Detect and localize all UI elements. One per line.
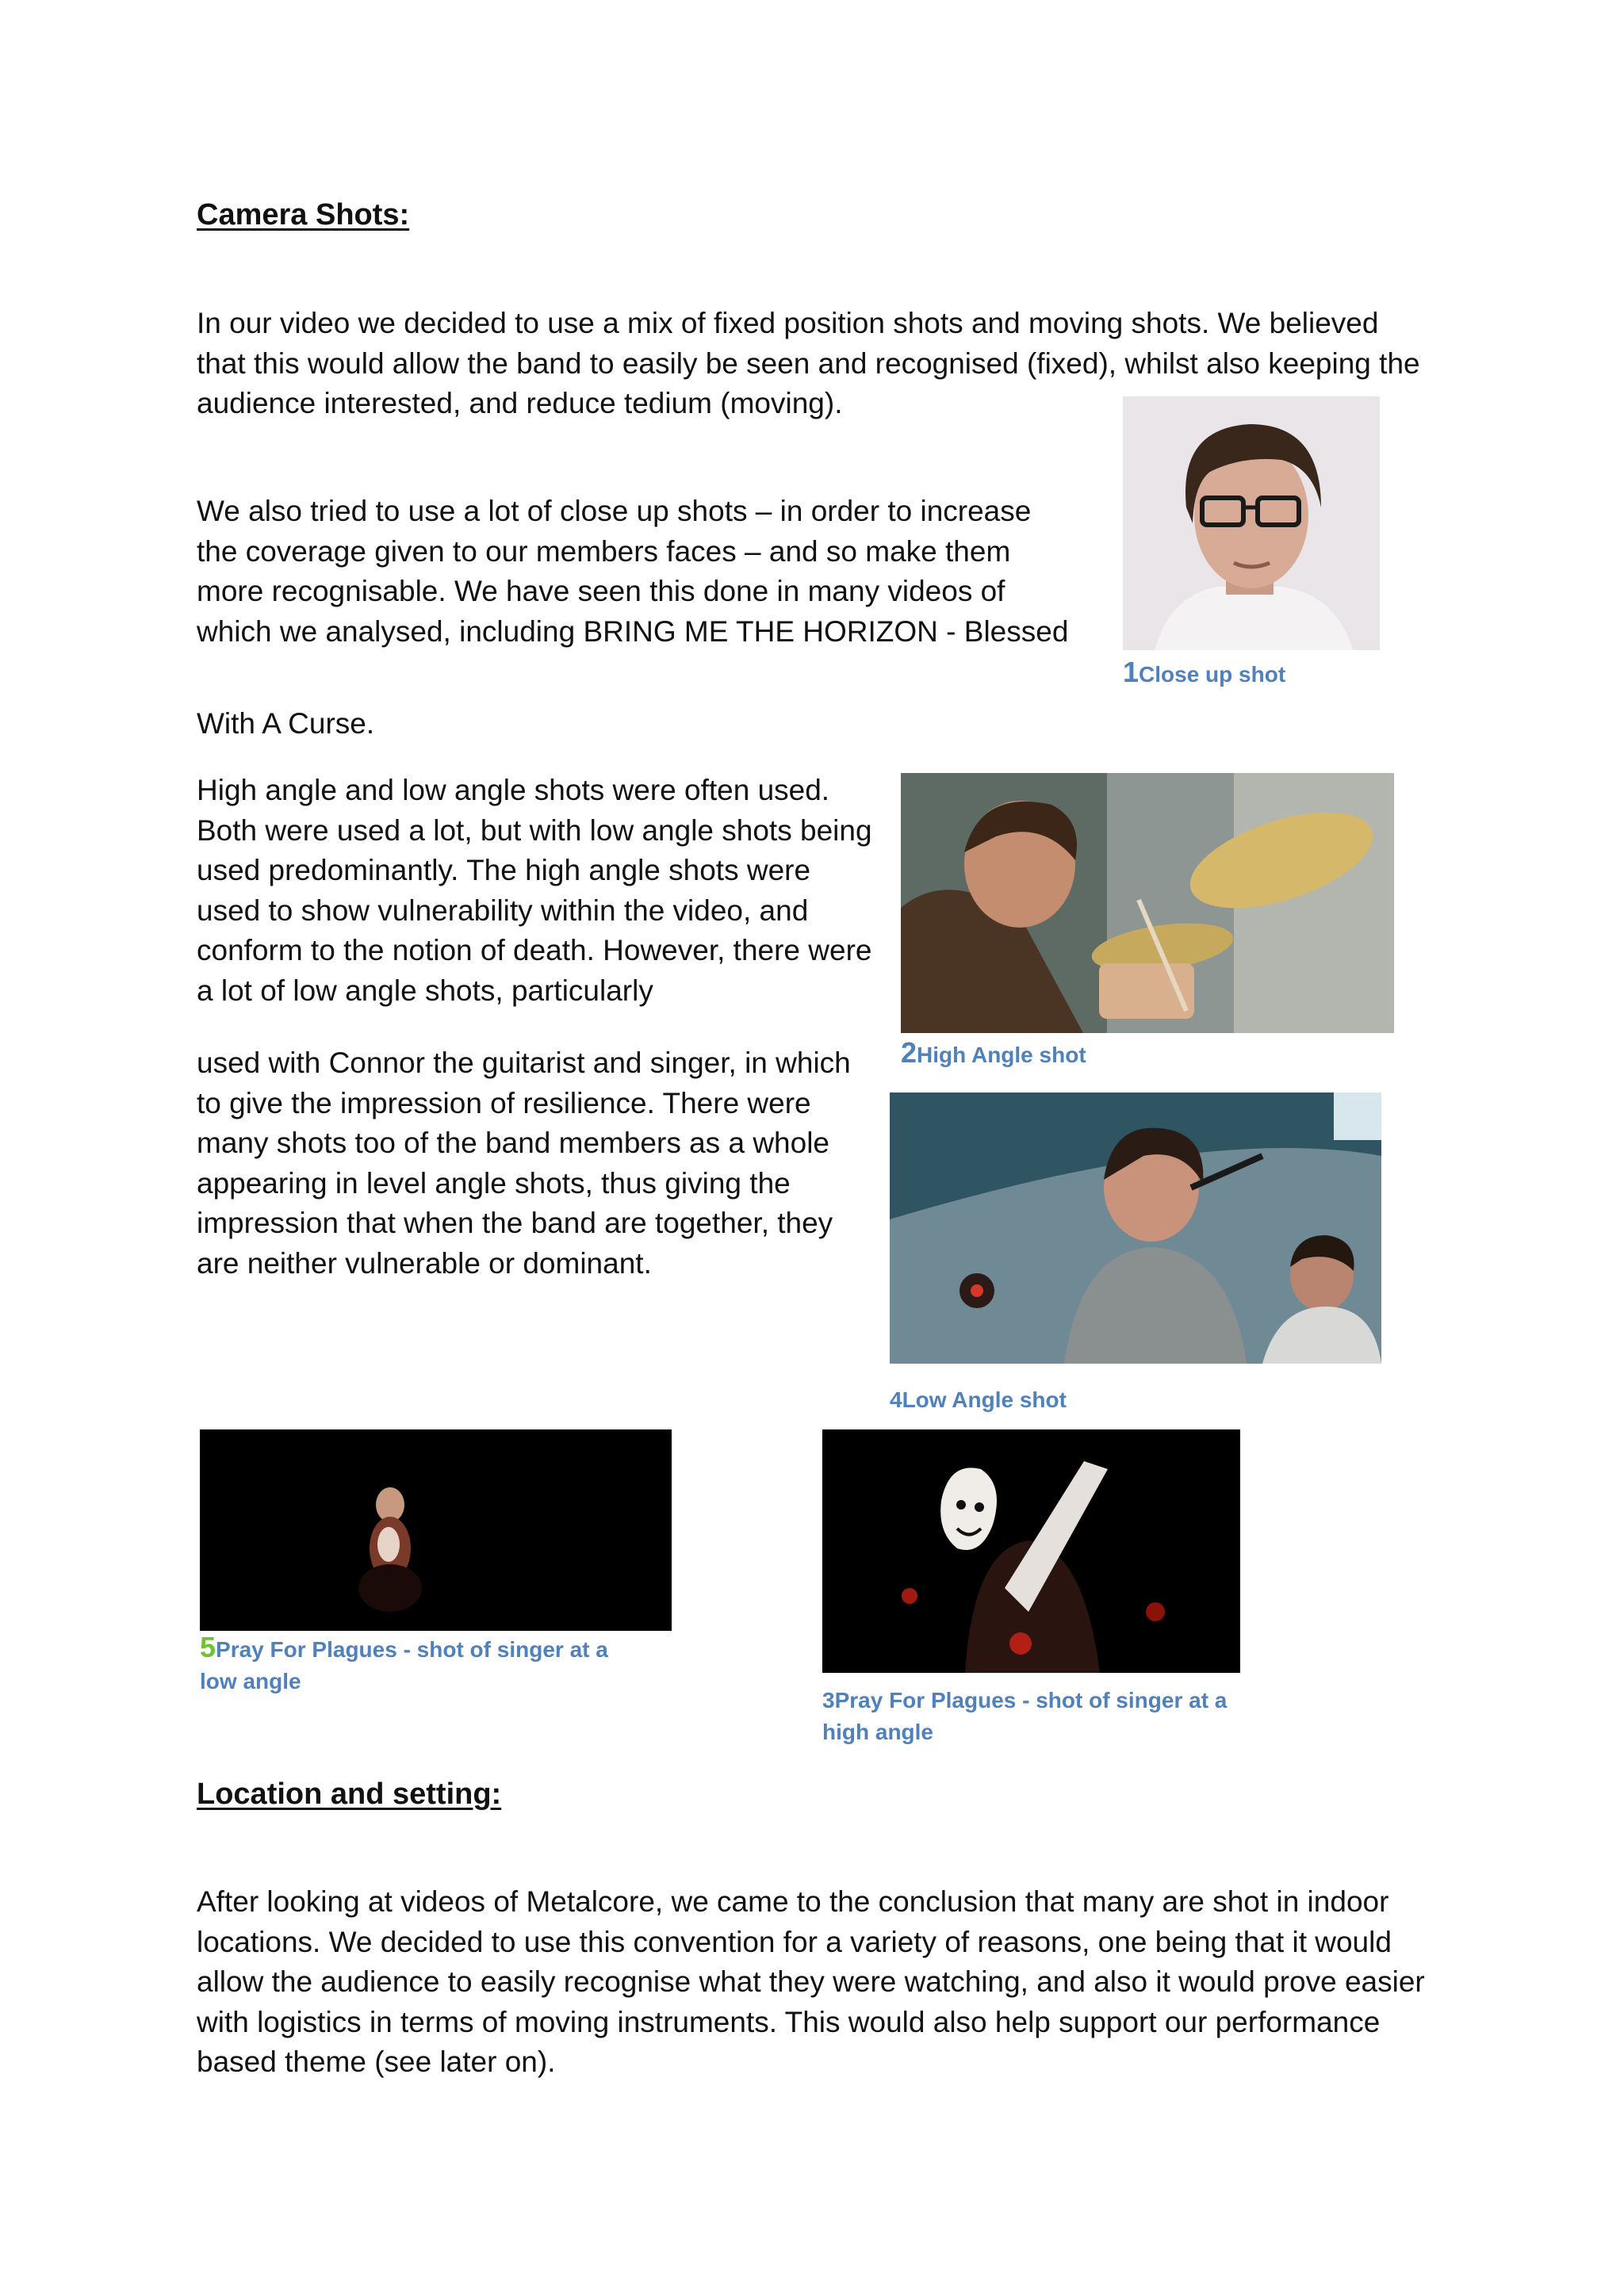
figure-1-number: 1 (1123, 656, 1139, 688)
camera-paragraph-1: In our video we decided to use a mix of fixed position shots and moving shots. We believed that this would allow the band to easily be seen and recognised (fixed), whilst also keeping the audience interested, and reduce tedium (moving). (197, 307, 1420, 419)
figure-3-label: Pray For Plagues - shot of singer at a high angle (822, 1688, 1228, 1744)
camera-paragraph-4: used with Connor the guitarist and singer, in which to give the impression of resilience. There were many shots too of the band members as a whole appearing in level angle shots, thus giving the impression that when the band are together, they are neither vulnerable or dominant. (197, 1047, 851, 1280)
figure-3-caption (822, 1685, 1235, 1748)
figure-2-label: High Angle shot (917, 1043, 1086, 1067)
camera-paragraph-2-continued: With A Curse. (197, 707, 375, 740)
figure-3-number: 3 (822, 1688, 835, 1712)
high-angle-shot-image (901, 773, 1394, 1033)
low-angle-shot-image (890, 1093, 1381, 1364)
camera-paragraph-2: We also tried to use a lot of close up shots – in order to increase the coverage given to our members faces – and so make them more recognisable. We have seen this done in many videos of which we analysed, including BRING ME THE HORIZON - Blessed (197, 495, 1069, 648)
figure-5-number: 5 (200, 1631, 216, 1663)
location-paragraph-1: After looking at videos of Metalcore, we came to the conclusion that many are shot in indoor locations. We decided to use this convention for a variety of reasons, one being that it would allow the audience to easily recognise what they were watching, and also it would prove easier with logistics in terms of moving instruments. This would also help support our performance based theme (see later on). (197, 1885, 1425, 2078)
figure-4-label: Low Angle shot (902, 1387, 1067, 1412)
figure-4-number: 4 (890, 1387, 902, 1412)
figure-2-caption (901, 1037, 1086, 1071)
pray-for-plagues-low-angle-image (200, 1429, 672, 1631)
figure-1-caption (1123, 656, 1285, 691)
figure-1-label: Close up shot (1139, 662, 1286, 687)
location-setting-heading: Location and setting: (197, 1777, 502, 1811)
pray-for-plagues-high-angle-image (822, 1429, 1240, 1673)
figure-2-number: 2 (901, 1036, 917, 1069)
camera-paragraph-3: High angle and low angle shots were often used. Both were used a lot, but with low angle shots being used predominantly. The high angle shots were used to show vulnerability within the video, and conform to the notion of death. However, there were a lot of low angle shots, particularly (197, 774, 872, 1007)
figure-5-caption (200, 1632, 644, 1697)
close-up-shot-image (1123, 396, 1380, 650)
figure-4-caption (890, 1384, 1067, 1416)
camera-shots-heading: Camera Shots: (197, 198, 410, 232)
figure-5-label: Pray For Plagues - shot of singer at a low angle (200, 1637, 608, 1693)
